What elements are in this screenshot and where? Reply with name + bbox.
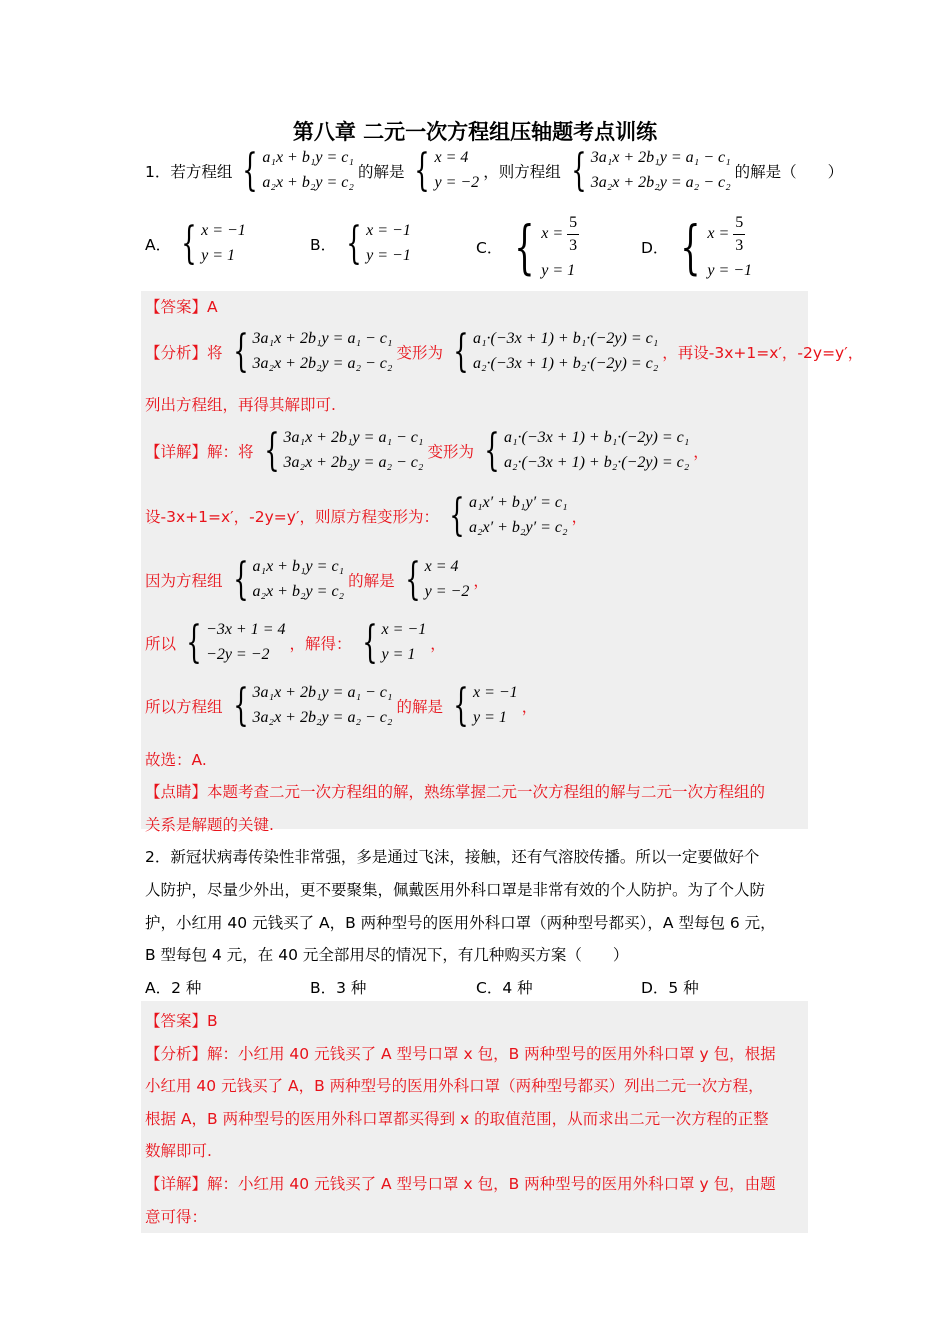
option-b: B． { x = −1 y = −1 (310, 217, 411, 269)
solution-system: { x = 4 y = −2 (414, 144, 480, 196)
q2-detail-line2: 意可得： (145, 1208, 208, 1226)
equation-system-target: { 3a₁x + 2b₁y = a₁ − c₁ 3a₂x + 2b₂y = a₂ − c₂ (571, 144, 731, 196)
q2-option-d: D．5 种 (641, 979, 699, 997)
q2-answer: 【答案】B (145, 1012, 218, 1030)
q1-conclusion: 所以方程组 { 3a₁x + 2b₁y = a₁ − c₁ 3a₂x + 2b₂y = a₂ − c₂ 的解是 { x = −1 y = 1 ， (145, 679, 538, 731)
q1-substitution: 设-3x+1=x′，-2y=y′，则原方程变形为： { a₁x′ + b₁y′ = c₁ a₂x′ + b₂y′ = c₂ ， (145, 489, 588, 541)
option-d: D． { x = $\frac{5}{3}$ y = −1 (641, 213, 753, 281)
q1-analysis: 【分析】将 { 3a₁x + 2b₁y = a₁ − c₁ 3a₂x + 2b₂y = a₂ − c₂ 变形为 { a₁·(−3x + 1) + b₁·(−2y) = c₁ a₂·(−3x + 1) + b₂·(−2y) = c₂ ，再设-3x+1=x′，-2y=y′， (145, 325, 864, 377)
option-a: A． { x = −1 y = 1 (145, 217, 246, 269)
q2-analysis-line4: 数解即可. (145, 1142, 212, 1160)
q1-because: 因为方程组 { a₁x + b₁y = c₁ a₂x + b₂y = c₂ 的解是 { x = 4 y = −2 ， (145, 553, 489, 605)
q2-option-a: A．2 种 (145, 979, 202, 997)
q1-choice: 故选：A. (145, 751, 207, 769)
q2-stem-line3: 护，小红用 40 元钱买了 A，B 两种型号的医用外科口罩（两种型号都买），A 型每包 6 元， (145, 914, 776, 932)
question-1-stem: 1．若方程组 { a₁x + b₁y = c₁ a₂x + b₂y = c₂ 的解是 { x = 4 y = −2 ，则方程组 { 3a₁x + 2b₁y = a₁ − c₁ 3a₂x + 2b₂y = a₂ − c₂ 的解是（ ） (145, 144, 844, 196)
q1-comment-line1: 【点睛】本题考查二元一次方程组的解，熟练掌握二元一次方程组的解与二元一次方程组的 (145, 783, 766, 801)
q2-stem-line2: 人防护，尽量少外出，更不要聚集，佩戴医用外科口罩是非常有效的个人防护。为了个人防 (145, 881, 766, 899)
q1-analysis-line2: 列出方程组，再得其解即可. (145, 396, 336, 414)
option-c: C． { x = $\frac{5}{3}$ y = 1 (476, 213, 578, 281)
q1-prefix: 1．若方程组 (145, 162, 233, 181)
q2-analysis-line2: 小红用 40 元钱买了 A，B 两种型号的医用外科口罩（两种型号都买）列出二元一次方程， (145, 1077, 764, 1095)
q1-answer: 【答案】A (145, 298, 218, 316)
q1-comment-line2: 关系是解题的关键. (145, 816, 274, 834)
q2-analysis-line3: 根据 A，B 两种型号的医用外科口罩都买得到 x 的取值范围，从而求出二元一次方程的正整 (145, 1110, 769, 1128)
q2-stem-line1: 2．新冠状病毒传染性非常强，多是通过飞沫，接触，还有气溶胶传播。所以一定要做好个 (145, 848, 760, 866)
q1-therefore: 所以 { −3x + 1 = 4 −2y = −2 ，解得： { x = −1 y = 1 ， (145, 616, 446, 668)
q2-option-b: B．3 种 (310, 979, 367, 997)
q2-analysis-line1: 【分析】解：小红用 40 元钱买了 A 型号口罩 x 包，B 两种型号的医用外科口罩 y 包，根据 (145, 1045, 776, 1063)
q2-stem-line4: B 型每包 4 元，在 40 元全部用尽的情况下，有几种购买方案（ ） (145, 946, 629, 964)
q1-detail: 【详解】解：将 { 3a₁x + 2b₁y = a₁ − c₁ 3a₂x + 2b₂y = a₂ − c₂ 变形为 { a₁·(−3x + 1) + b₁·(−2y) = c₁ a₂·(−3x + 1) + b₂·(−2y) = c₂ ， (145, 424, 709, 476)
page-title: 第八章 二元一次方程组压轴题考点训练 (292, 120, 658, 144)
q2-option-c: C．4 种 (476, 979, 533, 997)
equation-system-original: { a₁x + b₁y = c₁ a₂x + b₂y = c₂ (242, 144, 354, 196)
q2-detail-line1: 【详解】解：小红用 40 元钱买了 A 型号口罩 x 包，B 两种型号的医用外科口罩 y 包，由题 (145, 1175, 776, 1193)
